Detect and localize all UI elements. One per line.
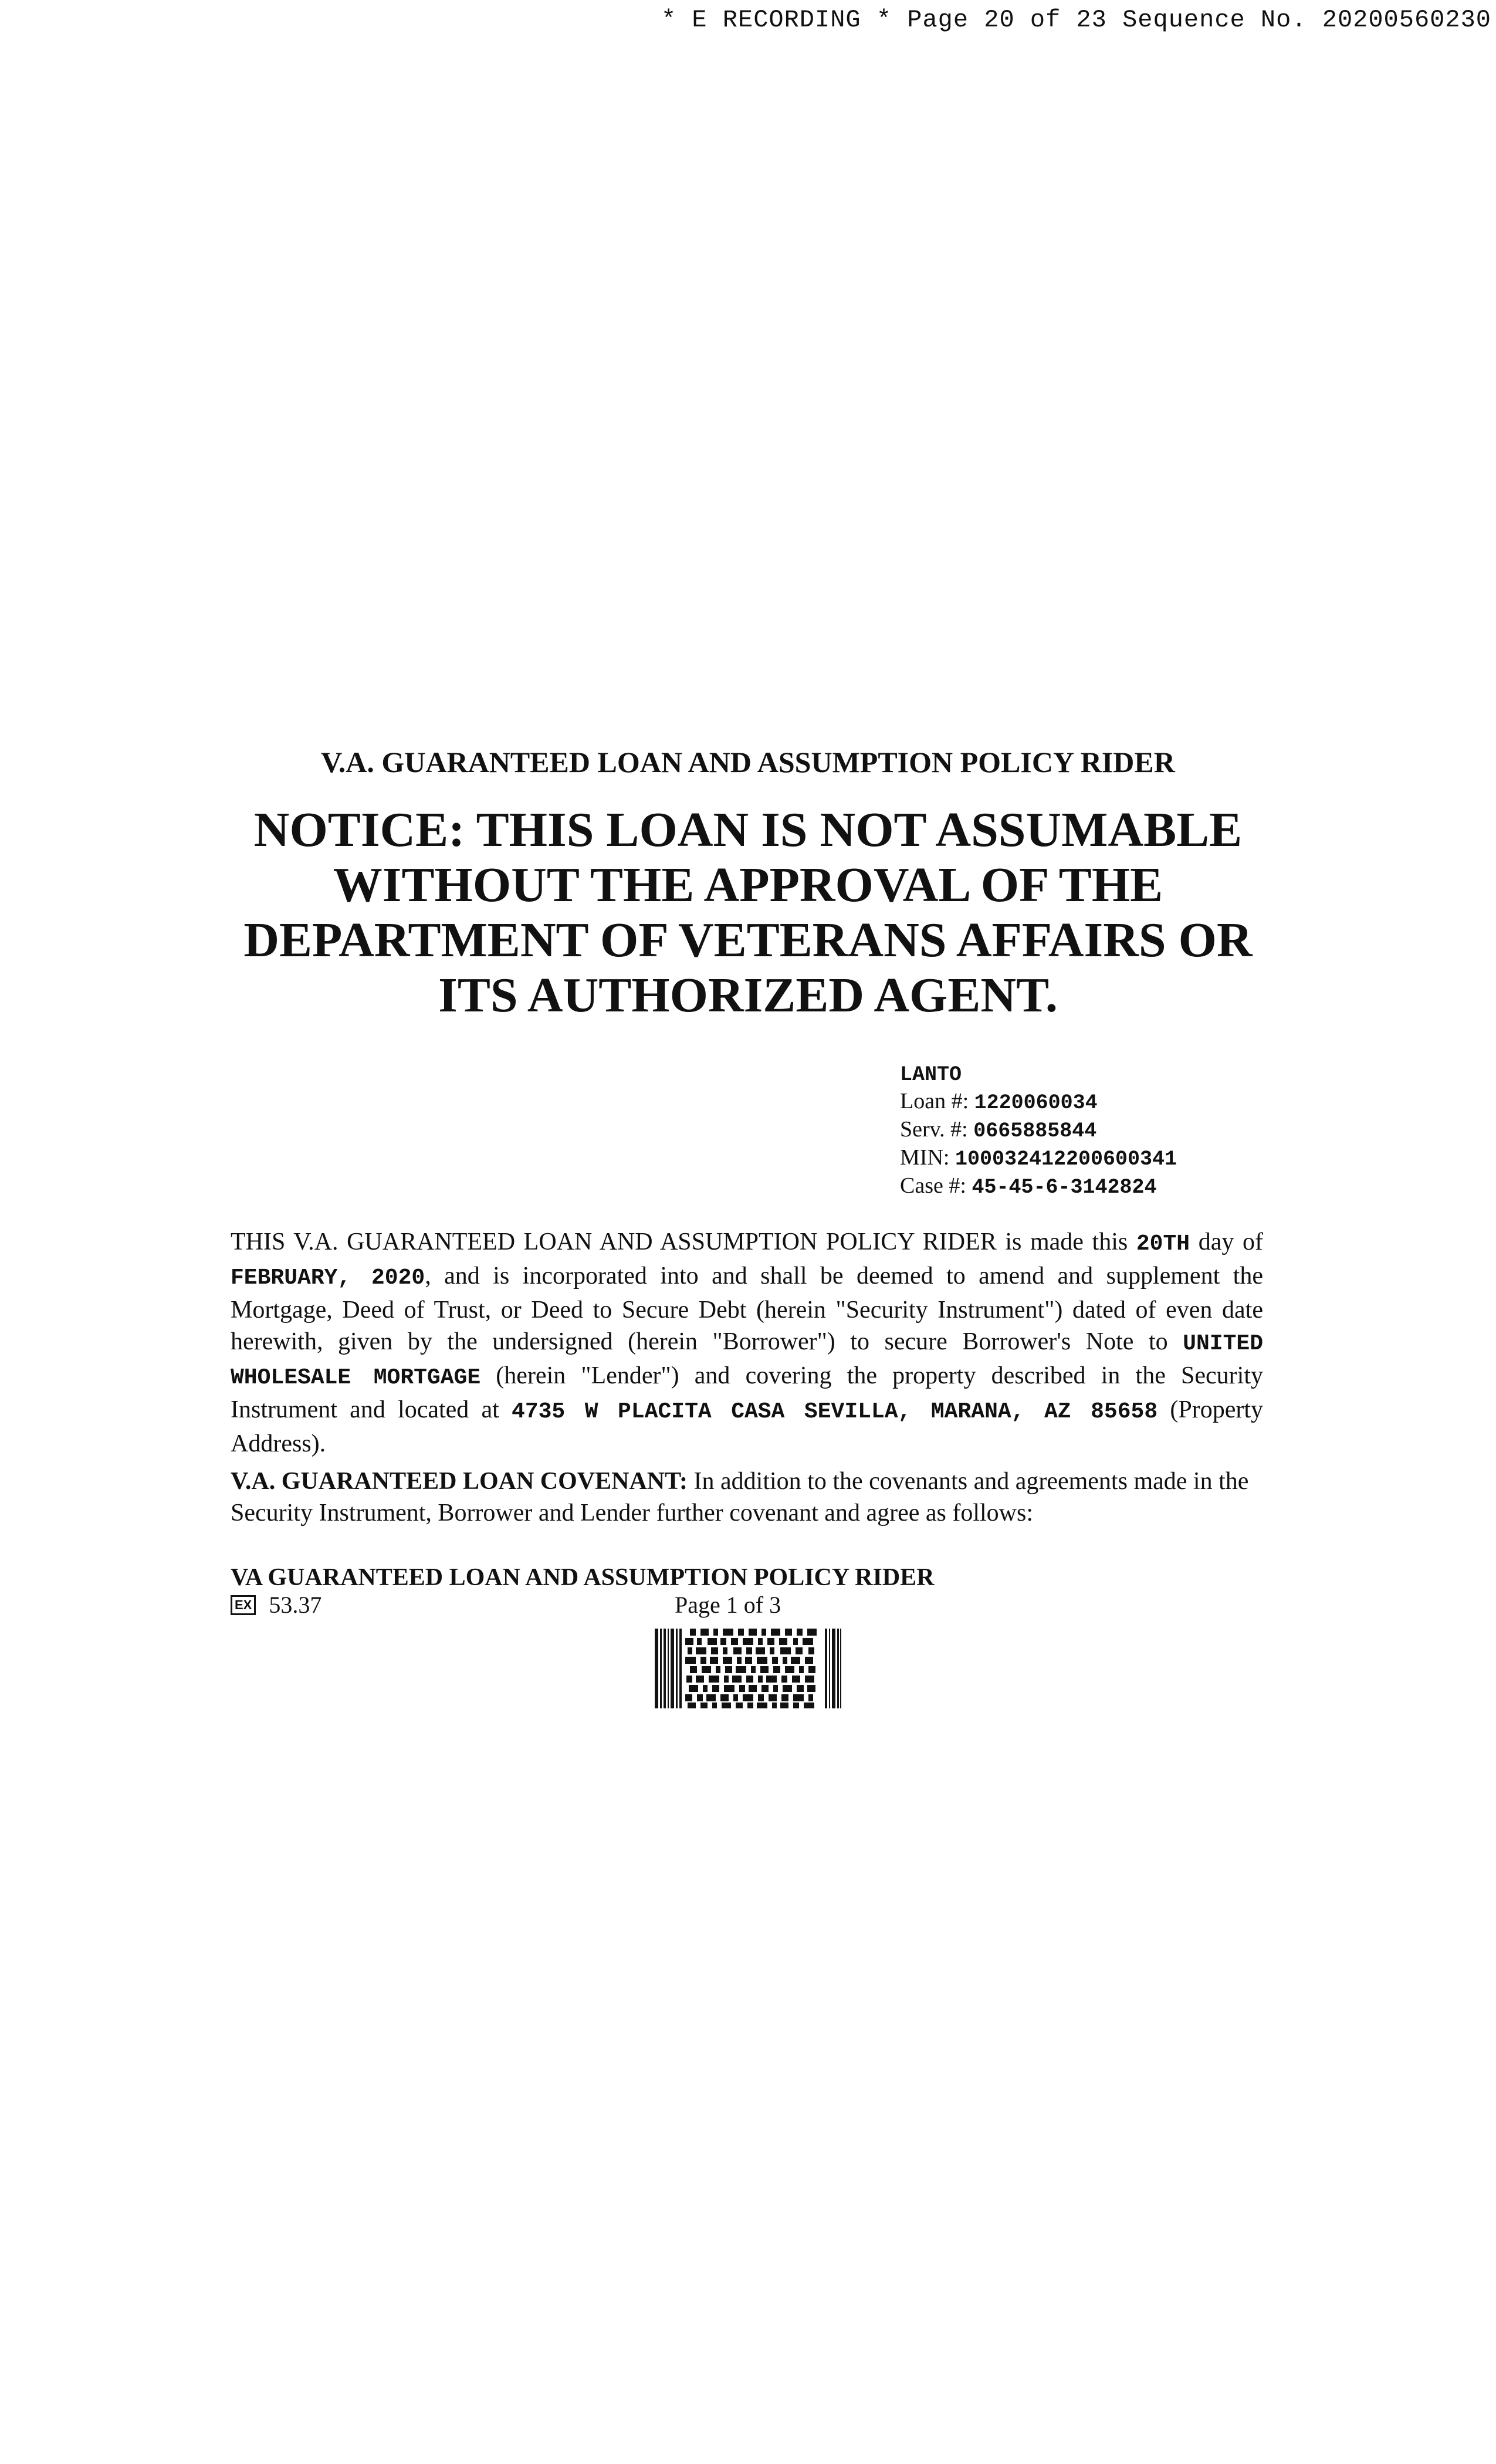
form-logo-icon: EX	[231, 1595, 256, 1615]
loan-info-block	[900, 1062, 1177, 1201]
covenant-paragraph	[231, 1465, 1263, 1529]
intro-text: (Property Address).	[231, 1396, 1263, 1457]
min-number-row	[900, 1145, 1177, 1173]
intro-text: , and is incorporated into and shall be deemed to amend and supplement the Mortgage, Deed of Trust, or Deed to Secure Debt (herein "Security Instrument") dated of even date herewith, given by the undersigned (herein "Borrower") to secure Borrower's Note to	[231, 1263, 1263, 1355]
property-address: 4735 W PLACITA CASA SEVILLA, MARANA, AZ 85658	[512, 1399, 1158, 1424]
notice-line: WITHOUT THE APPROVAL OF THE	[333, 858, 1163, 912]
notice-line: DEPARTMENT OF VETERANS AFFAIRS OR	[243, 913, 1253, 967]
lender-name: UNITED WHOLESALE MORTGAGE	[231, 1331, 1263, 1390]
recording-header: * E RECORDING * Page 20 of 23 Sequence No. 20200560230	[661, 6, 1491, 34]
loan-number: 1220060034	[974, 1091, 1098, 1115]
case-number-row	[900, 1173, 1177, 1201]
intro-text: (herein "Lender") and covering the property described in the Security Instrument and located at	[231, 1362, 1263, 1423]
case-number-label: Case #:	[900, 1173, 966, 1198]
min-number-label: MIN:	[900, 1145, 950, 1170]
loan-number-row	[900, 1088, 1177, 1116]
form-code: 53.37	[269, 1592, 322, 1618]
covenant-heading: V.A. GUARANTEED LOAN COVENANT:	[231, 1468, 688, 1495]
serv-number-row	[900, 1116, 1177, 1145]
document-title: V.A. GUARANTEED LOAN AND ASSUMPTION POLICY RIDER	[321, 746, 1175, 779]
loan-number-label: Loan #:	[900, 1089, 969, 1113]
rider-day: 20TH	[1136, 1231, 1190, 1257]
rider-month-year: FEBRUARY, 2020	[231, 1265, 425, 1291]
assumability-notice	[176, 803, 1320, 1023]
intro-text: THIS V.A. GUARANTEED LOAN AND ASSUMPTION POLICY RIDER is made this	[231, 1228, 1136, 1255]
borrower-code: LANTO	[900, 1063, 962, 1087]
barcode	[655, 1629, 841, 1711]
intro-paragraph	[231, 1226, 1263, 1460]
page-number: Page 1 of 3	[675, 1592, 781, 1618]
min-number: 100032412200600341	[955, 1148, 1177, 1171]
intro-text: day of	[1190, 1228, 1263, 1255]
serv-number: 0665885844	[973, 1119, 1097, 1143]
case-number: 45-45-6-3142824	[972, 1176, 1157, 1199]
covenant-text: In addition to the covenants and agreements made in the Security Instrument, Borrower and Lender further covenant and agree as follows:	[231, 1468, 1249, 1527]
notice-line: ITS AUTHORIZED AGENT.	[438, 968, 1058, 1023]
notice-line: NOTICE: THIS LOAN IS NOT ASSUMABLE	[253, 803, 1243, 857]
form-code-row	[231, 1591, 321, 1619]
form-title: VA GUARANTEED LOAN AND ASSUMPTION POLICY RIDER	[231, 1564, 935, 1591]
serv-number-label: Serv. #:	[900, 1117, 968, 1142]
